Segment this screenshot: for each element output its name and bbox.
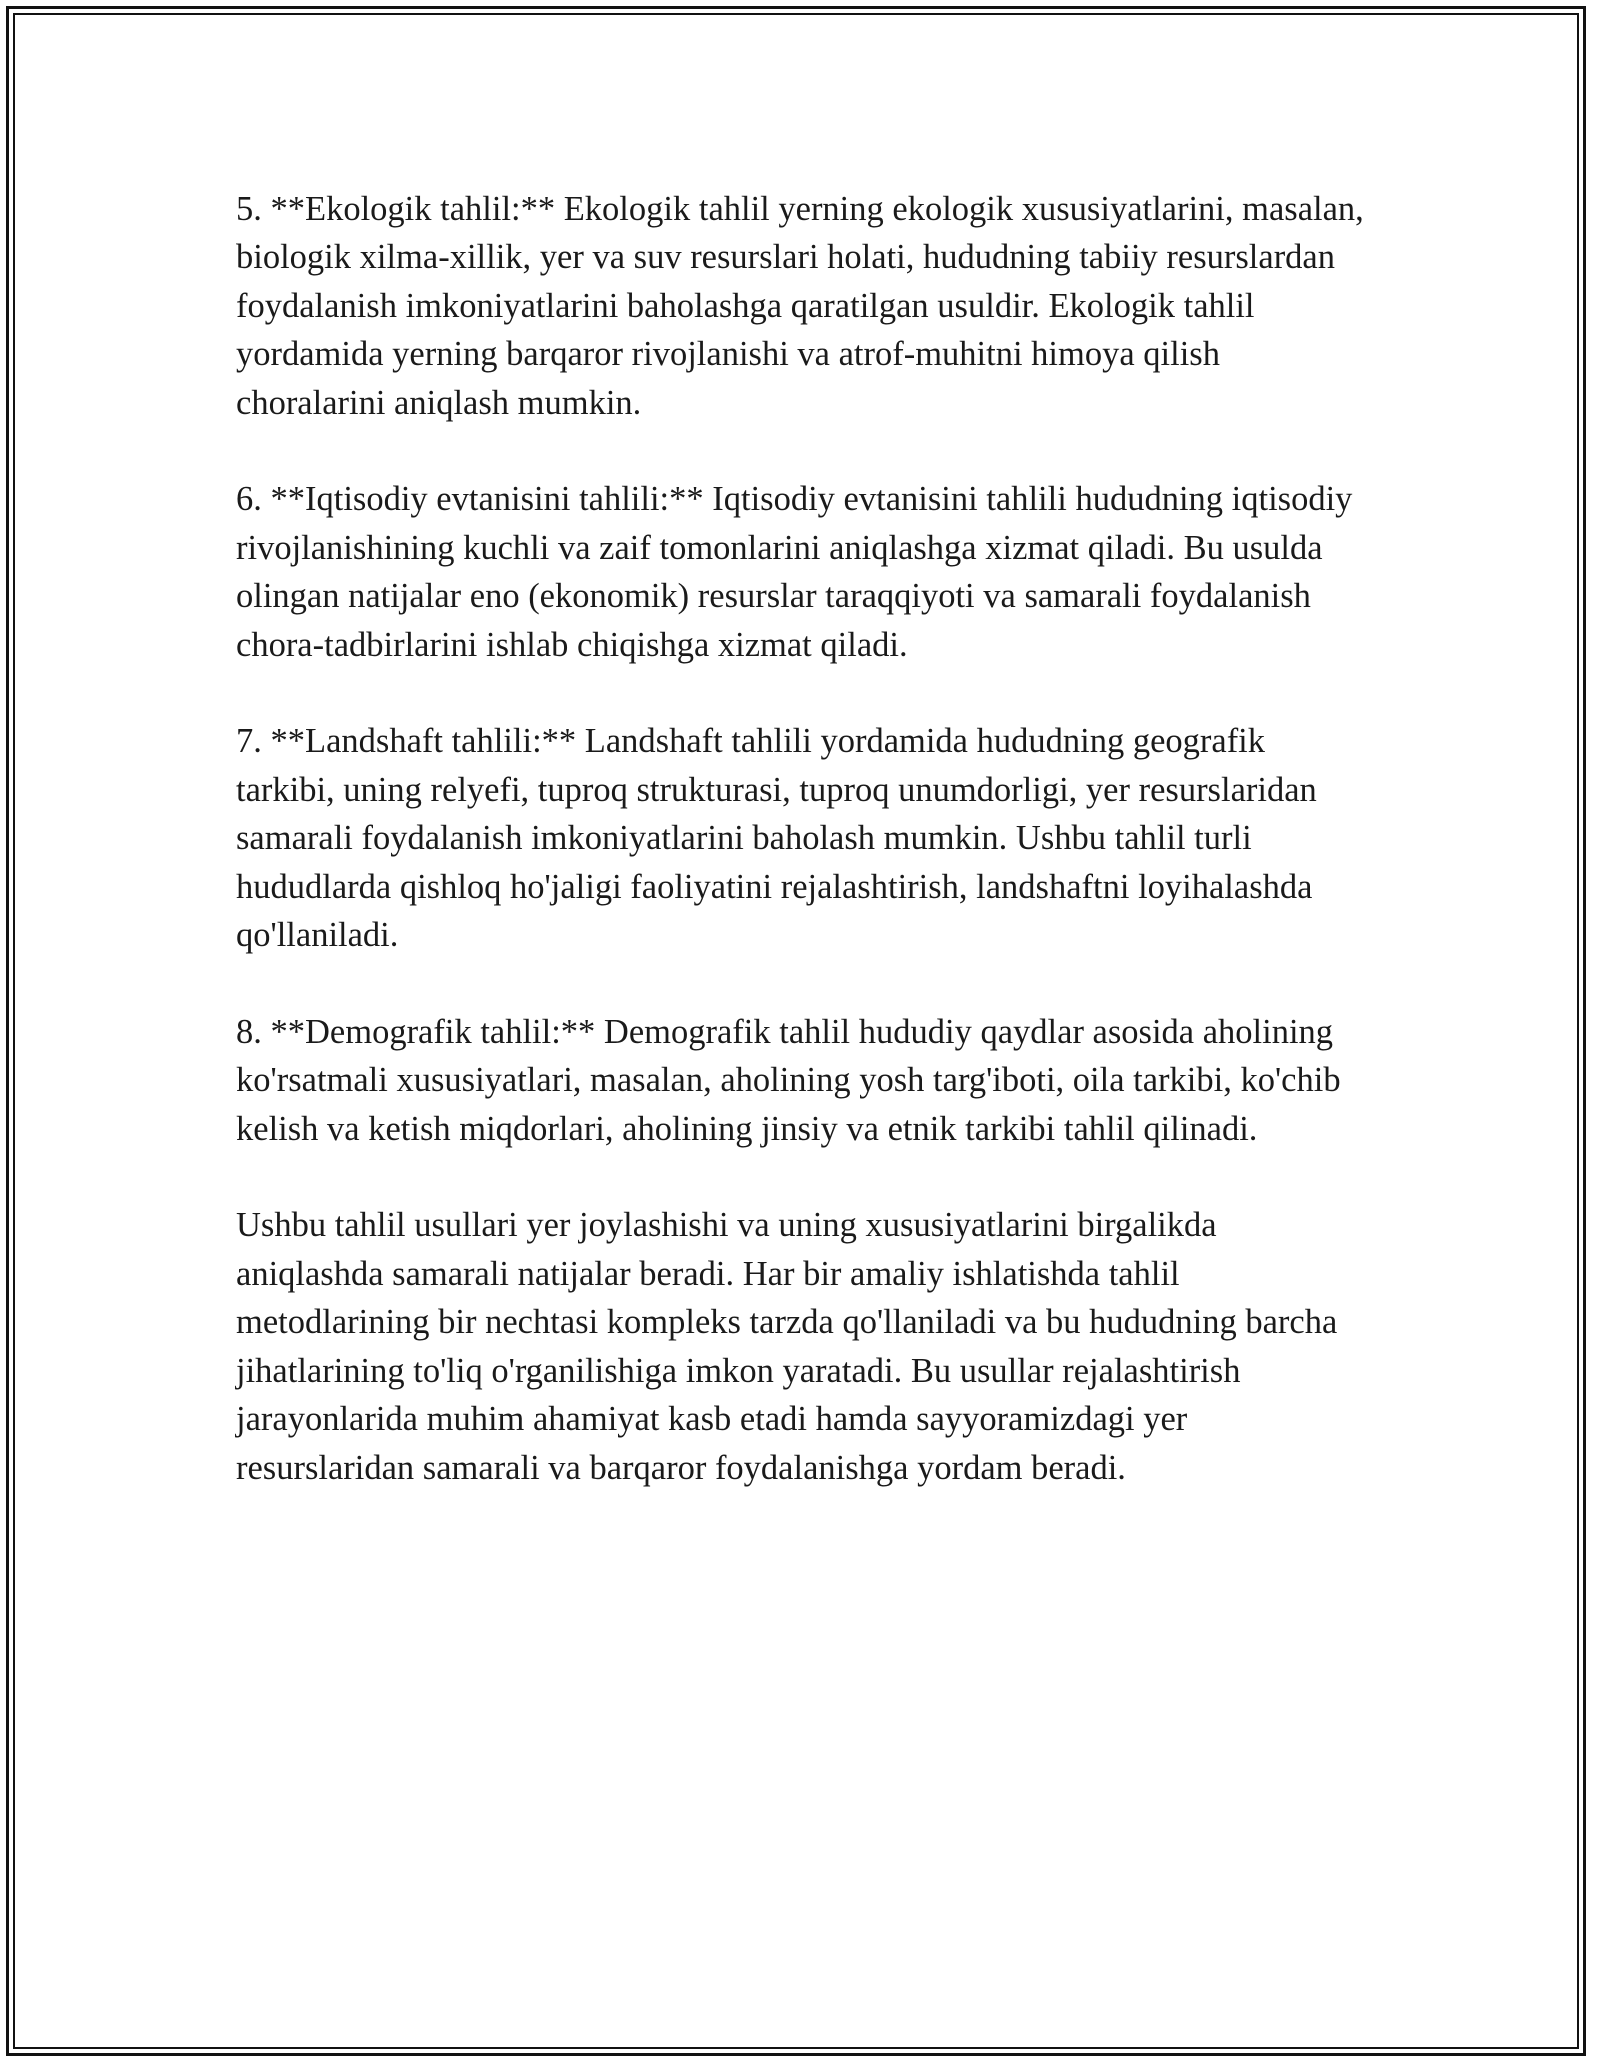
document-body [236, 185, 1366, 1540]
paragraph-ekologik-tahlil: 5. **Ekologik tahlil:** Ekologik tahlil yerning ekologik xususiyatlarini, masalan, biologik xilma-xillik, yer va suv resurslari holati, hududning tabiiy resurslardan foydalanish imkoniyatlarini baholashga qaratilgan usuldir. Ekologik tahlil yordamida yerning barqaror rivojlanishi va atrof-muhitni himoya qilish choralarini aniqlash mumkin. [236, 190, 1364, 422]
paragraph-conclusion: Ushbu tahlil usullari yer joylashishi va uning xususiyatlarini birgalikda aniqlashda samarali natijalar beradi. Har bir amaliy ishlatishda tahlil metodlarining bir nechtasi kompleks tarzda qo'llaniladi va bu hududning barcha jihatlarining to'liq o'rganilishiga imkon yaratadi. Bu usullar rejalashtirish jarayonlarida muhim ahamiyat kasb etadi hamda sayyoramizdagi yer resurslaridan samarali va barqaror foydalanishga yordam beradi. [236, 1206, 1338, 1487]
paragraph-landshaft-tahlili: 7. **Landshaft tahlili:** Landshaft tahlili yordamida hududning geografik tarkibi, uning relyefi, tuproq strukturasi, tuproq unumdorligi, yer resurslaridan samarali foydalanish imkoniyatlarini baholash mumkin. Ushbu tahlil turli hududlarda qishloq ho'jaligi faoliyatini rejalashtirish, landshaftni loyihalashda qo'llaniladi. [236, 722, 1317, 955]
paragraph-iqtisodiy-tahlil: 6. **Iqtisodiy evtanisini tahlili:** Iqtisodiy evtanisini tahlili hududning iqtisodiy rivojlanishining kuchli va zaif tomonlarini aniqlashga xizmat qiladi. Bu usulda olingan natijalar eno (ekonomik) resurslar taraqqiyoti va samarali foydalanish chora-tadbirlarini ishlab chiqishga xizmat qiladi. [236, 480, 1353, 664]
paragraph-demografik-tahlil: 8. **Demografik tahlil:** Demografik tahlil hududiy qaydlar asosida aholining ko'rsatmali xususiyatlari, masalan, aholining yosh targ'iboti, oila tarkibi, ko'chib kelish va ketish miqdorlari, aholining jinsiy va etnik tarkibi tahlil qilinadi. [236, 1012, 1341, 1148]
